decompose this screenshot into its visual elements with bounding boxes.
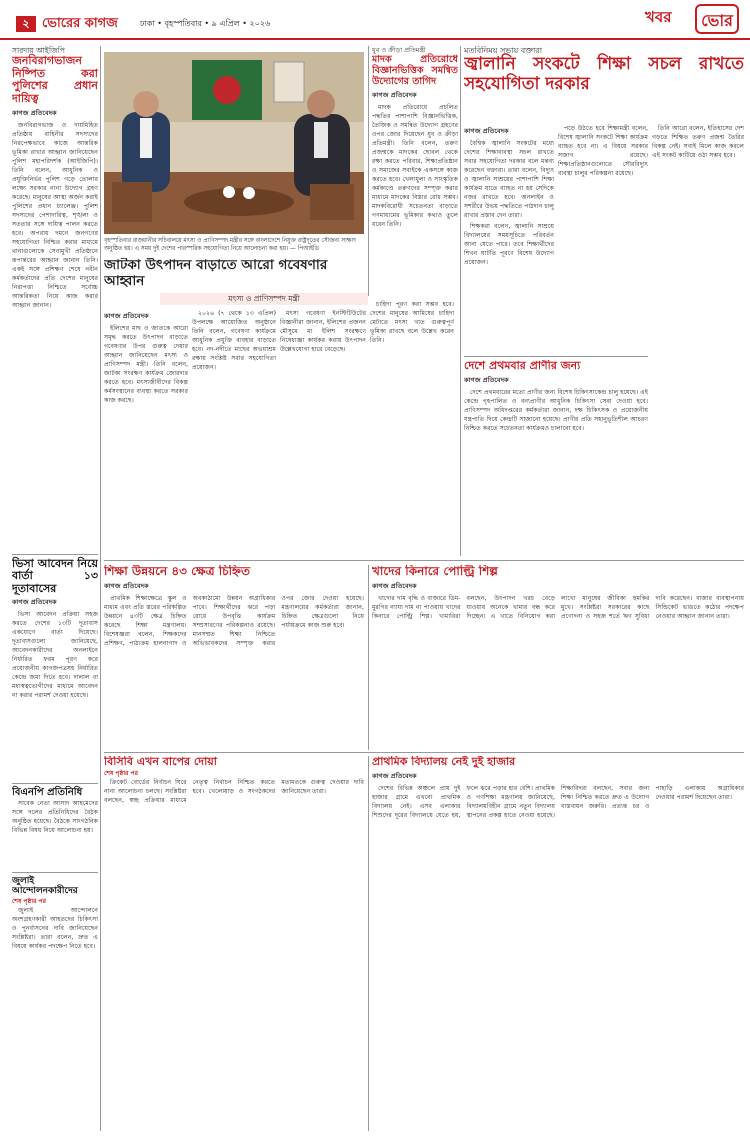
poultry-story (372, 565, 744, 750)
animal-headline: দেশে প্রথমবার প্রাণীর জন্য (464, 360, 581, 372)
continued-label: শেষ পৃষ্ঠার পর (104, 769, 138, 777)
energy-body-3: পড়ে উঠতে হবে শিক্ষামন্ত্রী বলেন, বিশেষ জ্বালানি সংকটে শিক্ষা কার্যক্রম ব্যাহত হবে না। এ বিষয়ে সরকার সজাগ রয়েছে। শিক্ষাপ্রতিষ্ঠানগুলোতে সৌরবিদ্যুৎ ব্যবস্থা চালুর পরিকল্পনা রয়েছে। (558, 125, 648, 177)
meeting-photo (104, 52, 364, 234)
education-story (104, 565, 364, 750)
primary-headline: প্রাথমিক বিদ্যালয় নেই দুই হাজার (372, 756, 516, 768)
fish-headline: জাটকা উৎপাদন বাড়াতে আরো গবেষণার আহ্বান (104, 258, 328, 289)
education-headline: শিক্ষা উন্নয়নে ৪৩ ক্ষেত্র চিহ্নিত (104, 565, 250, 578)
fish-body-1: ইলিশের মাছ ও জাতকে আরো সমৃদ্ধ করতে উৎপাদন বাড়াতে গবেষণার উপর গুরুত্ব দেয়ার আহ্বান জানিয়েছেন মৎস্য ও প্রাণিসম্পদ মন্ত্রী। তিনি বলেন, জাটকা সংরক্ষণ কার্যক্রম জোরদার করতে হবে। মৎস্যজীবীদের বিকল্প কর্মসংস্থানের ব্যবস্থা করতে সরকার কাজ করছে। (104, 325, 188, 404)
medicine-headline: মাদক প্রতিরোধে বিজ্ঞানভিত্তিক সমন্বিত উদ্যোগের তাগিদ (372, 54, 458, 87)
column-rule (460, 46, 461, 556)
column-rule (100, 46, 101, 1131)
poultry-byline: কাগজ প্রতিবেদক (372, 581, 417, 590)
energy-body-1: বৈশ্বিক জ্বালানি সংকটের মধ্যে দেশের শিক্ষাব্যবস্থা সচল রাখতে সবার সহযোগিতা দরকার বলে মন্তব্য করেছেন বক্তারা। তারা বলেন, বিদ্যুৎ ও জ্বালানি সাশ্রয়ের পাশাপাশি শিক্ষা কার্যক্রম যাতে ব্যাহত না হয় সেদিকে নজর রাখতে হবে। অনলাইন ও সশরীরে উভয় পদ্ধতিতে পাঠদান চালু রাখার প্রস্তাব দেন তারা। (464, 140, 554, 219)
fish-body-col3 (280, 309, 366, 559)
fish-body-4: চাহিদা পূরণ করা সম্ভব হবে। দেশের মানুষের আমিষের চাহিদা মেটাতে মৎস্য খাত গুরুত্বপূর্ণ ভূমিকা রাখছে বলে উল্লেখ করেন তিনি। (370, 301, 454, 344)
column-rule (368, 756, 369, 1131)
medicine-column (372, 46, 458, 296)
section-name: খবর (645, 8, 672, 26)
visa-headline: ভিসা আবেদন নিয়ে বার্তা ১৩ দূতাবাসের (12, 556, 98, 595)
energy-body-col2 (558, 124, 648, 354)
energy-body-col3 (652, 124, 744, 554)
section-rule (104, 752, 744, 753)
fish-headline-box (104, 258, 369, 290)
photo-credit: পিআইডি (297, 246, 319, 252)
meeting-photo-illustration (104, 52, 364, 234)
primary-body: দেশের বিভিন্ন অঞ্চলে প্রায় দুই হাজার গ্রামে এখনো প্রাথমিক বিদ্যালয় নেই। এসব এলাকার শিশুদের দূরের বিদ্যালয়ে যেতে হয়, ফলে ঝরে পড়ার হার বেশি। প্রাথমিক ও গণশিক্ষা মন্ত্রণালয় জানিয়েছে, বিদ্যালয়বিহীন গ্রামে নতুন বিদ্যালয় স্থাপনের প্রকল্প হাতে নেওয়া হয়েছে। শিক্ষাবিদরা বলছেন, সবার জন্য শিক্ষা নিশ্চিত করতে দ্রুত এ উদ্যোগ বাস্তবায়ন জরুরি। প্রত্যন্ত চর ও পাহাড়ি এলাকায় অগ্রাধিকার দেওয়ার পরামর্শ দিয়েছেন তারা। (372, 784, 744, 819)
fish-body-col1 (104, 309, 188, 559)
bnp-headline: বিএনপি প্রতিনিধি (12, 787, 83, 799)
photo-caption-text: বৃহস্পতিবার রাজধানীর সচিবালয়ে মৎস্য ও প্রাণিসম্পদ মন্ত্রীর সঙ্গে বাংলাদেশে নিযুক্ত রাষ্ট্রদূতের সৌজন্য সাক্ষাৎ অনুষ্ঠিত হয়। এ সময় দুই দেশের পারস্পরিক সহযোগিতা নিয়ে আলোচনা করা হয়। (104, 238, 357, 252)
animal-story (464, 360, 648, 556)
energy-body-4: তিনি আরো বলেন, ইতিহাসের দেশ গড়তে শিক্ষিত তরুণ প্রজন্ম তৈরির বিকল্প নেই। সবাই মিলে কাজ করলে এই সংকট কাটিয়ে ওঠা সম্ভব হবে। (652, 125, 744, 159)
police-kicker: সারদায় আইজিপি (12, 46, 65, 55)
section-rule (464, 356, 648, 357)
primary-story (372, 756, 744, 1131)
energy-header (464, 46, 744, 121)
section-logo: ভোর (695, 4, 739, 34)
bcb-headline: বিসিবি এখন বাপের দোয়া (104, 756, 217, 768)
fish-body-col4 (370, 300, 454, 560)
photo-caption: বৃহস্পতিবার রাজধানীর সচিবালয়ে মৎস্য ও প্রাণিসম্পদ মন্ত্রীর সঙ্গে বাংলাদেশে নিযুক্ত রাষ্ট্রদূতের সৌজন্য সাক্ষাৎ অনুষ্ঠিত হয়। এ সময় দুই দেশের পারস্পরিক সহযোগিতা নিয়ে আলোচনা করা হয়। — পিআইডি (104, 238, 357, 252)
fish-body-col2 (192, 309, 276, 559)
continued-label: শেষ পৃষ্ঠার পর (12, 897, 46, 905)
dateline: ঢাকা • বৃহস্পতিবার • ৯ এপ্রিল • ২০২৬ (140, 19, 271, 28)
primary-byline: কাগজ প্রতিবেদক (372, 771, 417, 780)
section-rule (104, 560, 744, 561)
left-column (12, 46, 98, 1131)
medicine-byline: কাগজ প্রতিবেদক (372, 90, 417, 99)
july-headline: জুলাই আন্দোলনকারীদের (12, 875, 78, 897)
police-headline: জনবিরাগভাজন নিষ্পিত করা পুলিশের প্রধান দায়িত্ব (12, 54, 98, 105)
july-body: জুলাই আন্দোলনে অংশগ্রহণকারী আহতদের চিকিৎসা ও পুনর্বাসনের দাবি জানিয়েছেন সংশ্লিষ্টরা। তারা বলেন, দ্রুত এ বিষয়ে কার্যকর পদক্ষেপ নিতে হবে। (12, 906, 98, 950)
bcb-body: ক্রিকেট বোর্ডের নির্বাচন ঘিরে নানা আলোচনা চলছে। সংশ্লিষ্টরা বলছেন, স্বচ্ছ প্রক্রিয়ার মাধ্যমে নেতৃত্ব নির্বাচন নিশ্চিত করতে হবে। খেলোয়াড় ও সংগঠকদের মতামতকে গুরুত্ব দেওয়ার দাবি জানিয়েছেন তারা। (104, 778, 364, 804)
energy-body-2: শিক্ষকরা বলেন, জ্বালানি সাশ্রয়ে বিদ্যালয়ের সময়সূচিতে পরিবর্তন আনা যেতে পারে। তবে শিক্ষার্থীদের শিখন ঘাটতি পূরণে বিশেষ উদ্যোগ প্রয়োজন। (464, 223, 554, 266)
visa-byline: কাগজ প্রতিবেদক (12, 598, 57, 607)
animal-body: দেশে প্রথমবারের মতো প্রাণীর জন্য বিশেষ চিকিৎসাকেন্দ্র চালু হয়েছে। এই কেন্দ্রে গৃহপালিত ও বন্যপ্রাণীর আধুনিক চিকিৎসা সেবা দেওয়া হবে। প্রাণিসম্পদ অধিদপ্তরের কর্মকর্তারা জানান, দক্ষ চিকিৎসক ও প্রয়োজনীয় যন্ত্রপাতি দিয়ে কেন্দ্রটি সাজানো হয়েছে। প্রাণীর প্রতি সহানুভূতিশীল আচরণ নিশ্চিত করতে সচেতনতা কার্যক্রমও চালানো হবে। (464, 388, 648, 432)
fish-body-3: মৎস্য গবেষণা ইনস্টিটিউটের বিজ্ঞানীরা জানান, ইলিশের প্রজনন মৌসুমে মা ইলিশ সংরক্ষণে নিষেধাজ্ঞা কার্যকর করায় উৎপাদন উল্লেখযোগ্য হারে বেড়েছে। (280, 310, 366, 353)
education-byline: কাগজ প্রতিবেদক (104, 581, 149, 590)
energy-headline: জ্বালানি সংকটে শিক্ষা সচল রাখতে সহযোগিতা দরকার (464, 54, 744, 94)
medicine-kicker: যুব ও ক্রীড়া প্রতিমন্ত্রী (372, 46, 426, 54)
bcb-story (104, 756, 364, 1131)
energy-byline: কাগজ প্রতিবেদক (464, 127, 509, 135)
energy-kicker: মতবিনিময় সভায় বক্তারা (464, 46, 543, 55)
fish-tag: মৎস্য ও প্রাণিসম্পদ মন্ত্রী (160, 293, 368, 305)
fish-byline: কাগজ প্রতিবেদক (104, 312, 149, 320)
police-body: জনবিরাগভাজ ও দায়মিহিত প্রতিষ্ঠায় বাহিনীর সদস্যদের নিরপেক্ষভাবে কাজে আন্তরিক ভূমিকা রাখার আহ্বান জানিয়েছেন পুলিশ মহাপরিদর্শক (আইজিপি)। তিনি বলেন, আধুনিক ও প্রযুক্তিনির্ভর পুলিশ গড়ে তোলার লক্ষ্যে সরকার নানা উদ্যোগ গ্রহণ করেছে। মানুষের আস্থা অর্জন করাই পুলিশের প্রধান চ্যালেঞ্জ। পুলিশ সদস্যদের পেশাদারিত্ব, শৃঙ্খলা ও সততার সঙ্গে দায়িত্ব পালন করতে হবে। অপরাধ দমনে জনগণের সহযোগিতা নিশ্চিত করার মাধ্যমে থানাগুলোকে সেবামুখী প্রতিষ্ঠানে রূপান্তরের আহ্বান জানান তিনি। একই সঙ্গে প্রশিক্ষণ শেষে নবীন কর্মকর্তাদের প্রতি দেশের মানুষের নিরাপত্তা নিশ্চিতে সর্বোচ্চ আন্তরিকতা নিয়ে কাজ করার আহ্বান জানান। (12, 121, 98, 309)
paper-name: ভোরের কাগজ (42, 16, 118, 31)
energy-body-col1 (464, 124, 554, 354)
visa-body: ভিসা আবেদন প্রক্রিয়া সহজ করতে দেশের ১৩টি দূতাবাস একযোগে বার্তা দিয়েছে। দূতাবাসগুলো জানিয়েছে, আবেদনকারীদের অনলাইনে নির্ধারিত ফরম পূরণ করে প্রয়োজনীয় কাগজপত্রসহ নির্ধারিত কেন্দ্রে জমা দিতে হবে। দালাল বা মধ্যস্বত্বভোগীদের মাধ্যমে আবেদন না করার পরামর্শ দেওয়া হয়েছে। (12, 611, 98, 700)
bnp-body: সাবেক নেতা আসাদ আহমেদের সঙ্গে দলের প্রতিনিধিদের বৈঠক অনুষ্ঠিত হয়েছে। বৈঠকে সাংগঠনিক বিভিন্ন বিষয় নিয়ে আলোচনা হয়। (12, 799, 98, 834)
column-rule (368, 46, 369, 296)
masthead (0, 0, 750, 40)
medicine-body: মাদক প্রতিরোধে প্রচলিত পদ্ধতির পাশাপাশি বিজ্ঞানভিত্তিক, তৈজিক ও সমন্বিত উদ্যোগ গ্রহণের ওপর জোর দিয়েছেন যুব ও ক্রীড়া প্রতিমন্ত্রী। তিনি বলেন, তরুণ প্রজন্মকে মাদকের ছোবল থেকে রক্ষা করতে পরিবার, শিক্ষাপ্রতিষ্ঠান ও সমাজের সবাইকে একসঙ্গে কাজ করতে হবে। খেলাধুলা ও সাংস্কৃতিক কর্মকাণ্ডে তরুণদের সম্পৃক্ত করার মাধ্যমে মাদকের বিস্তার রোধ সম্ভব। মাদকবিরোধী সচেতনতা বাড়াতে গণমাধ্যমের ভূমিকার কথাও তুলে ধরেন তিনি। (372, 103, 458, 228)
education-body: প্রাথমিক শিক্ষাক্ষেত্রে স্কুল ও মাধ্যম এবং প্রতি স্তরের পরিকল্পিত উন্নয়নে ৪৩টি ক্ষেত্র চিহ্নিত করেছে শিক্ষা মন্ত্রণালয়। বিশেষজ্ঞরা বলেন, শিক্ষকদের প্রশিক্ষণ, পাঠ্যক্রম হালনাগাদ ও অবকাঠামো উন্নয়ন অগ্রাধিকার পাবে। শিক্ষার্থীদের ঝরে পড়া রোধে উপবৃত্তি কার্যক্রম সম্প্রসারণের পরিকল্পনাও রয়েছে। মানসম্মত শিক্ষা নিশ্চিতে অভিভাবকদের সম্পৃক্ত করার ওপর জোর দেওয়া হয়েছে। মন্ত্রণালয়ের কর্মকর্তারা জানান, চিহ্নিত ক্ষেত্রগুলো নিয়ে পর্যায়ক্রমে কাজ শুরু হবে। (104, 594, 364, 647)
animal-byline: কাগজ প্রতিবেদক (464, 375, 509, 384)
column-rule (368, 565, 369, 750)
page-number: ২ (16, 16, 36, 32)
police-byline: কাগজ প্রতিবেদক (12, 108, 57, 117)
fish-body-2: ২০২৬ (৭ থেকে ১৩ এপ্রিল) উপলক্ষে আয়োজিত অনুষ্ঠানে তিনি বলেন, গবেষণা কার্যক্রমে আধুনিক প্রযুক্তি ব্যবহার বাড়াতে হবে। নদ-নদীতে মাছের অভয়াশ্রম রক্ষায় সংশ্লিষ্ট সবার সহযোগিতা প্রয়োজন। (192, 310, 276, 371)
poultry-body: খাদ্যের দাম বৃদ্ধি ও বাজারে ডিম-মুরগির ন্যায্য দাম না পাওয়ায় খাদের কিনারে পোল্ট্রি শিল্প। খামারিরা বলছেন, উৎপাদন খরচ বেড়ে যাওয়ায় অনেকে খামার বন্ধ করে দিচ্ছেন। এ খাতে বিনিয়োগ করা লাখো মানুষের জীবিকা হুমকির মুখে। সংশ্লিষ্টরা সরকারের কাছে প্রণোদনা ও সহজ শর্তে ঋণ সুবিধা দাবি করেছেন। বাজার ব্যবস্থাপনায় সিন্ডিকেট ভাঙতে কঠোর পদক্ষেপ নেওয়ার আহ্বান জানান তারা। (372, 594, 744, 620)
poultry-headline: খাদের কিনারে পোল্ট্রি শিল্প (372, 565, 498, 578)
